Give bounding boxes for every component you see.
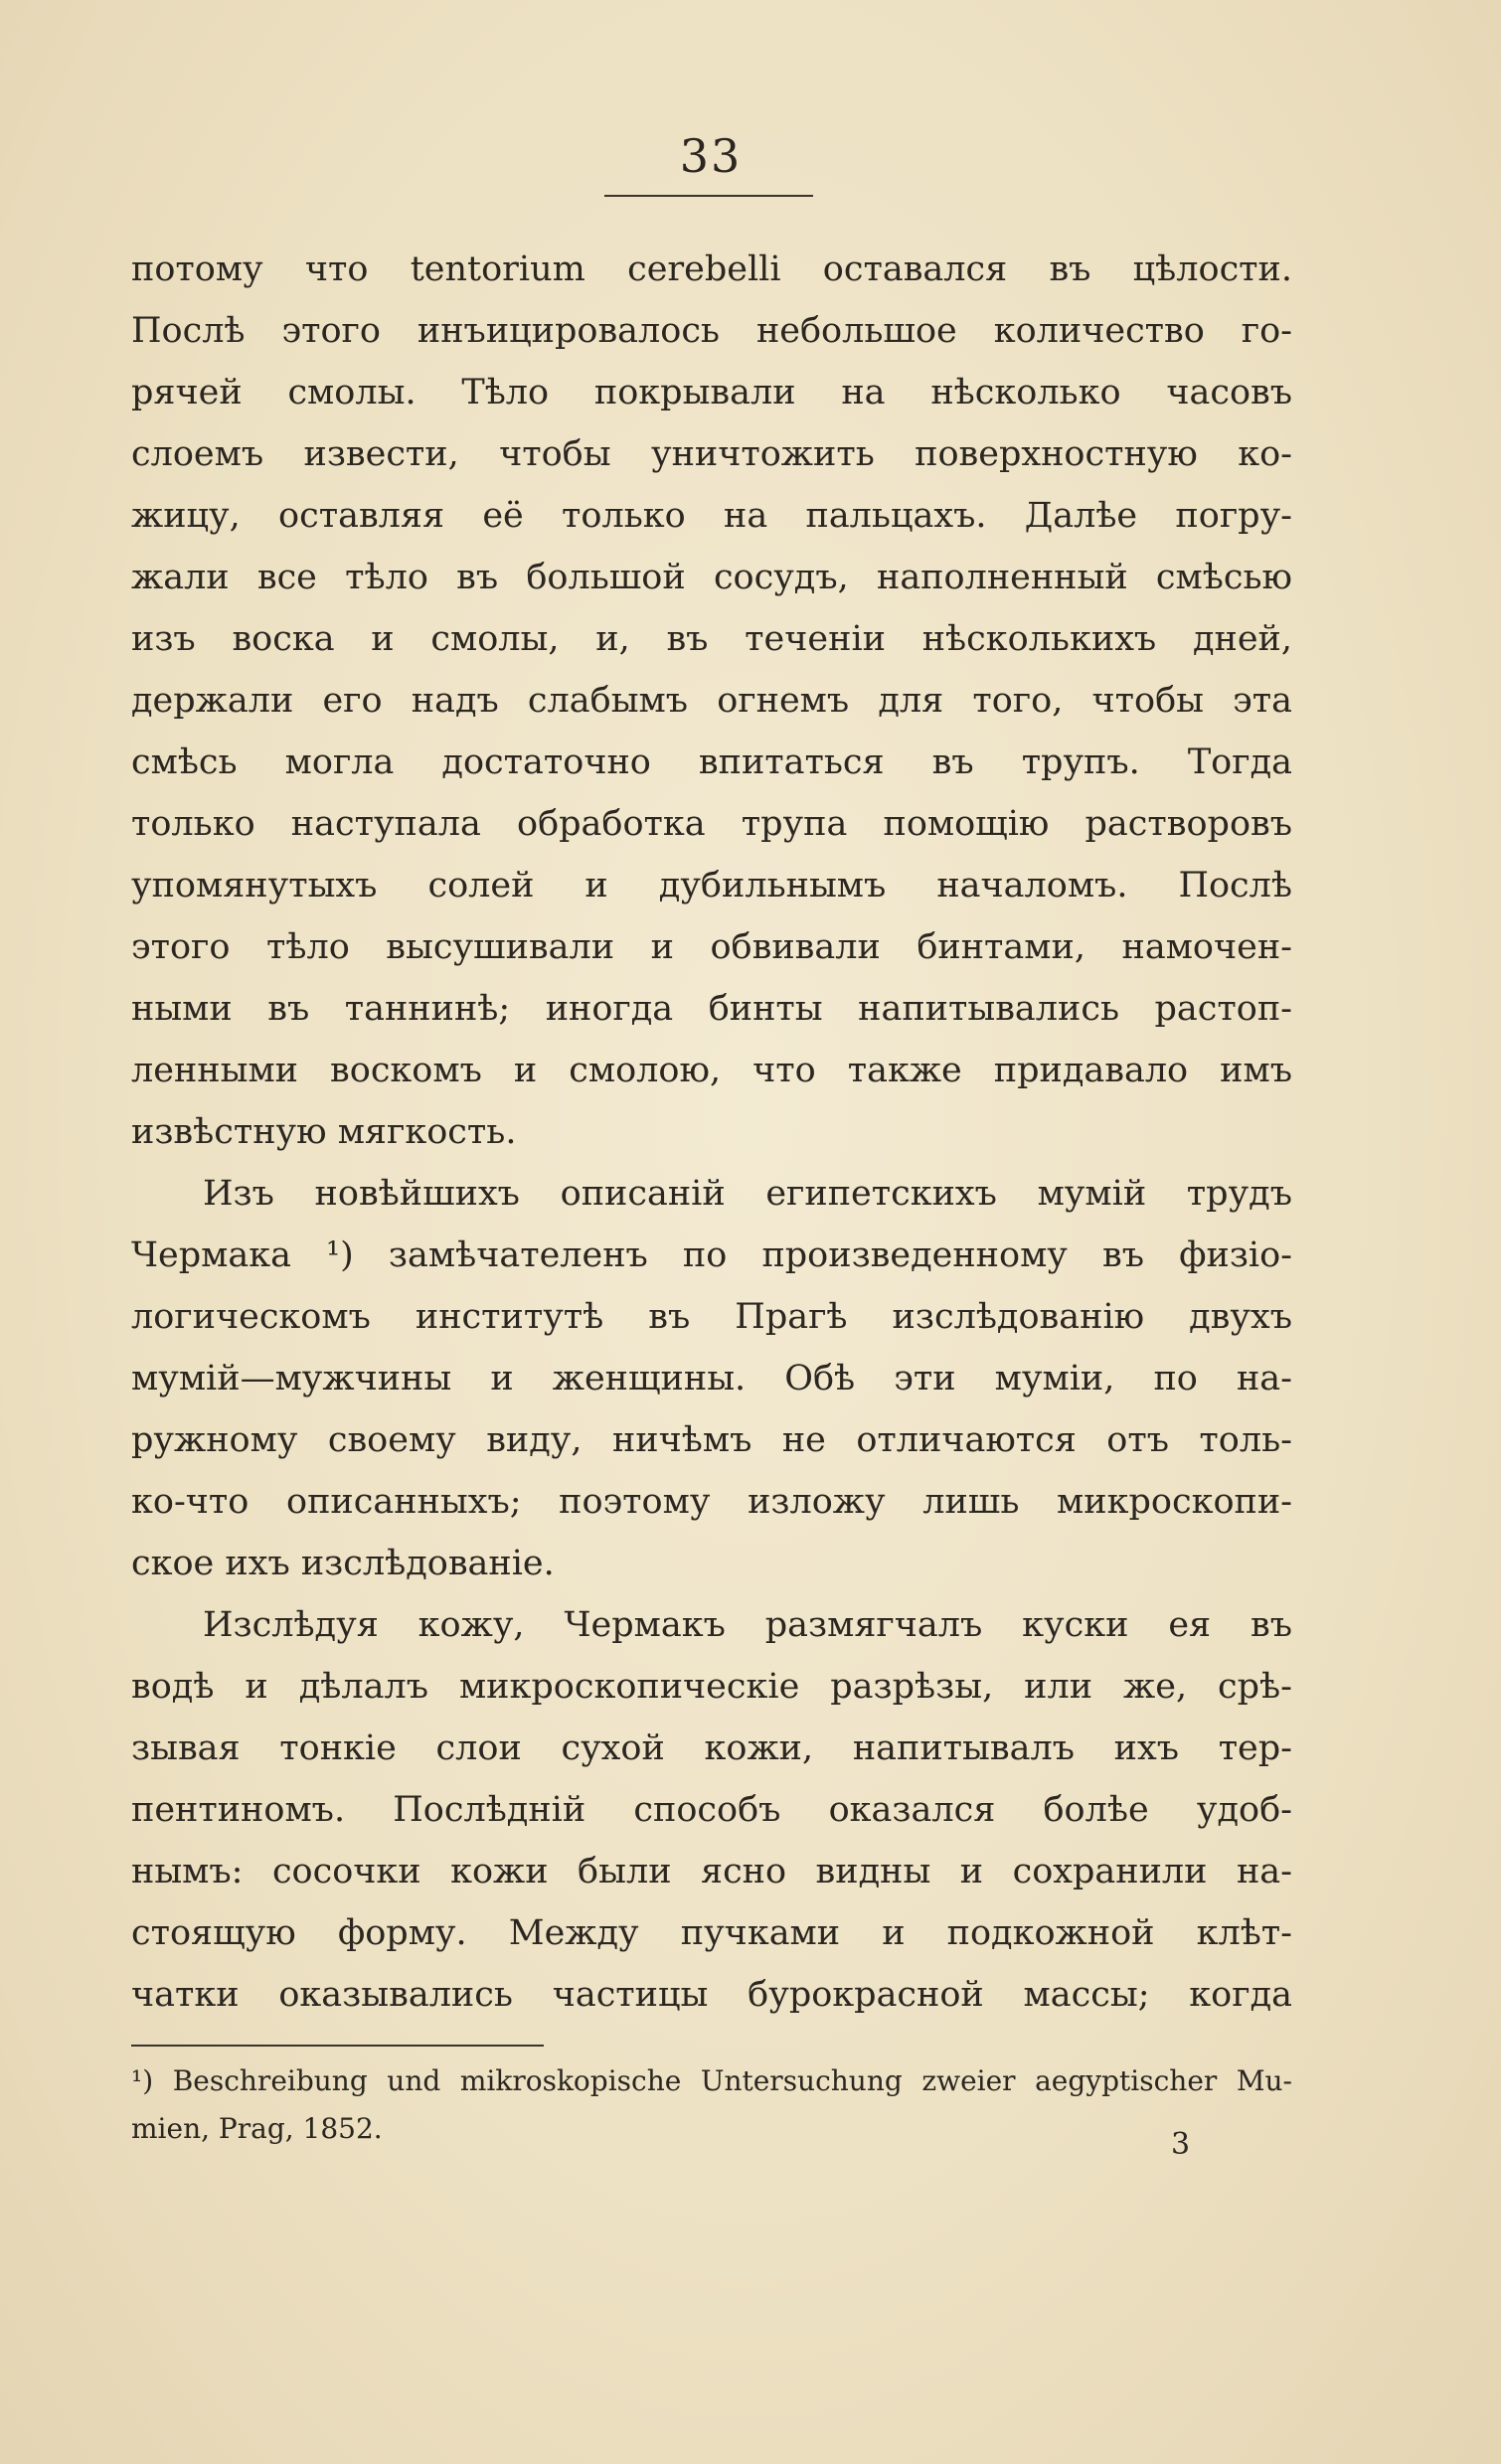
text-line: жицу, оставляя её только на пальцахъ. Далѣе погру- (131, 496, 1292, 536)
footnote-line: ¹) Beschreibung und mikroskopische Untersuchung zweier aegyptischer Mu- (131, 2064, 1292, 2097)
text-line: ко-что описанныхъ; поэтому изложу лишь микроскопи- (131, 1482, 1292, 1522)
signature-mark: 3 (1171, 2127, 1191, 2162)
text-line: только наступала обработка трупа помощію растворовъ (131, 804, 1292, 844)
footnote-line: mien, Prag, 1852. (131, 2112, 383, 2145)
text-line: этого тѣло высушивали и обвивали бинтами, намочен- (131, 927, 1292, 967)
text-line: Чермака ¹) замѣчателенъ по произведенному въ физіо- (131, 1235, 1292, 1275)
text-line: чатки оказывались частицы бурокрасной массы; когда (131, 1975, 1292, 2015)
text-line: рячей смолы. Тѣло покрывали на нѣсколько часовъ (131, 373, 1292, 412)
text-line: пентиномъ. Послѣдній способъ оказался болѣе удоб- (131, 1790, 1292, 1830)
text-line: упомянутыхъ солей и дубильнымъ началомъ. Послѣ (131, 866, 1292, 905)
footnotes (131, 2057, 1292, 2153)
text-line: жали все тѣло въ большой сосудъ, наполненный смѣсью (131, 558, 1292, 597)
text-line: ское ихъ изслѣдованіе. (131, 1544, 555, 1583)
text-line: смѣсь могла достаточно впитаться въ трупъ. Тогда (131, 742, 1292, 782)
text-line: изъ воска и смолы, и, въ теченіи нѣсколькихъ дней, (131, 619, 1292, 659)
footnote-rule (131, 2045, 544, 2047)
text-line: Изъ новѣйшихъ описаній египетскихъ мумій трудъ (203, 1174, 1292, 1214)
text-line: водѣ и дѣлалъ микроскопическіе разрѣзы, или же, срѣ- (131, 1667, 1292, 1707)
text-line: зывая тонкіе слои сухой кожи, напитывалъ ихъ тер- (131, 1728, 1292, 1768)
text-line: держали его надъ слабымъ огнемъ для того, чтобы эта (131, 681, 1292, 721)
text-line: Послѣ этого инъицировалось небольшое количество го- (131, 311, 1292, 351)
text-line: логическомъ институтѣ въ Прагѣ изслѣдованію двухъ (131, 1297, 1292, 1337)
text-line: мумій—мужчины и женщины. Обѣ эти муміи, по на- (131, 1359, 1292, 1398)
text-line: ружному своему виду, ничѣмъ не отличаются отъ толь- (131, 1420, 1292, 1460)
text-line: потому что tentorium cerebelli оставался въ цѣлости. (131, 249, 1292, 289)
body-text (131, 239, 1292, 2026)
text-line: ленными воскомъ и смолою, что также придавало имъ (131, 1051, 1292, 1090)
header-rule (604, 195, 813, 197)
text-line: ными въ таннинѣ; иногда бинты напитывались растоп- (131, 989, 1292, 1029)
page-number: 33 (679, 129, 743, 183)
text-line: слоемъ извести, чтобы уничтожить поверхностную ко- (131, 434, 1292, 474)
text-line: нымъ: сосочки кожи были ясно видны и сохранили на- (131, 1852, 1292, 1891)
text-line: извѣстную мягкость. (131, 1112, 517, 1152)
text-line: Изслѣдуя кожу, Чермакъ размягчалъ куски ея въ (203, 1605, 1292, 1645)
text-line: стоящую форму. Между пучками и подкожной клѣт- (131, 1913, 1292, 1953)
